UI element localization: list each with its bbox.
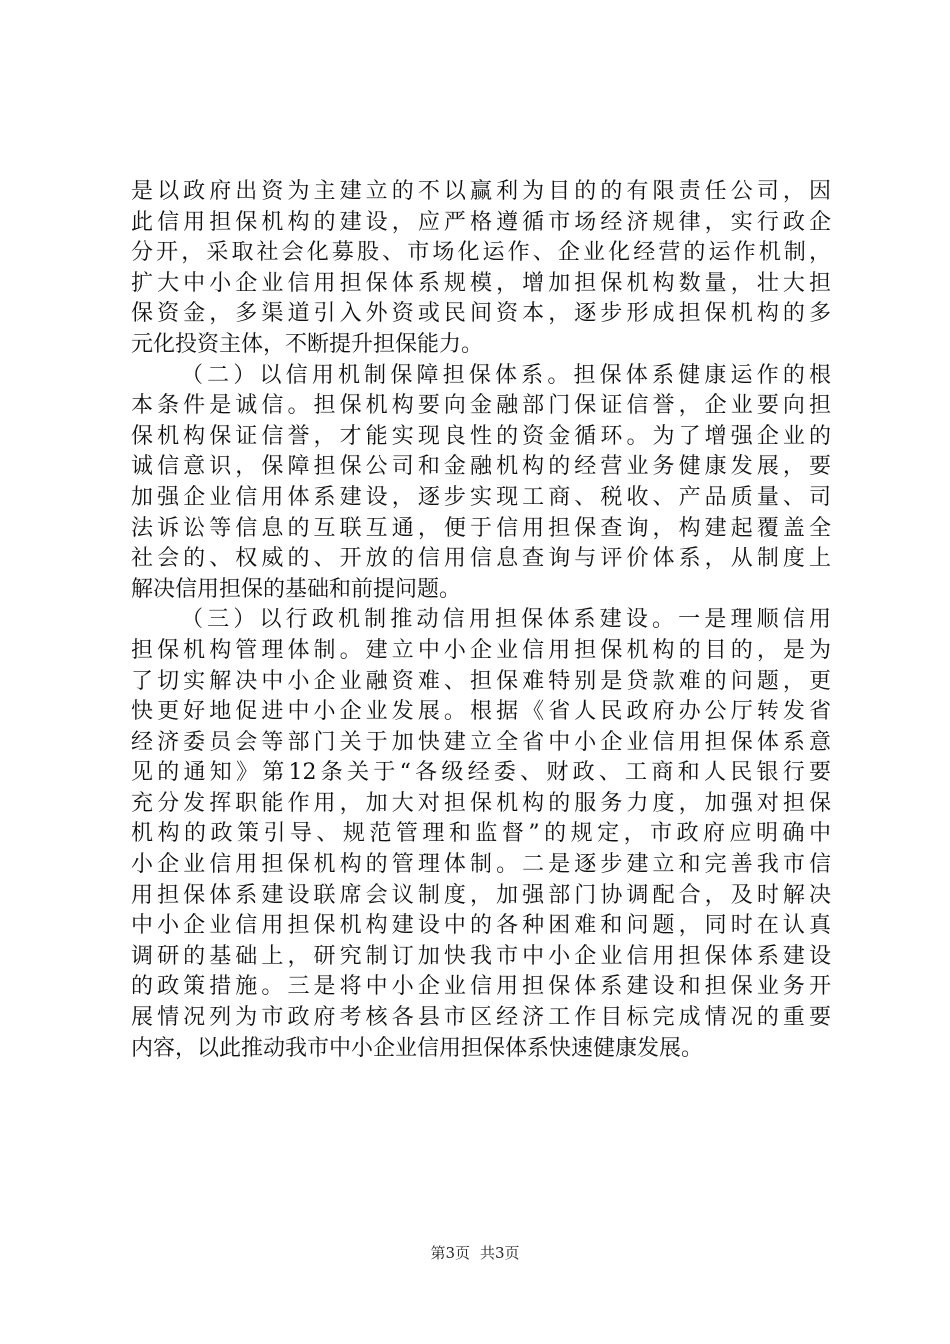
paragraph-heading-line: （二）以信用机制保障担保体系。担保体系健康运作的根 bbox=[181, 362, 831, 388]
page-footer bbox=[0, 1243, 950, 1263]
text-line: 社会的、权威的、开放的信用信息查询与评价体系，从制度上 bbox=[131, 546, 831, 572]
text-line: 内容，以此推动我市中小企业信用担保体系快速健康发展。 bbox=[131, 1035, 704, 1061]
body-text bbox=[131, 177, 831, 1064]
text-line: 担保机构管理体制。建立中小企业信用担保机构的目的，是为 bbox=[131, 637, 831, 663]
text-line: 小企业信用担保机构的管理体制。二是逐步建立和完善我市信 bbox=[131, 852, 831, 878]
text-line: 中小企业信用担保机构建设中的各种困难和问题，同时在认真 bbox=[131, 913, 831, 939]
page-number-current: 第3页 bbox=[430, 1244, 470, 1262]
text-line: 充分发挥职能作用，加大对担保机构的服务力度，加强对担保 bbox=[131, 790, 831, 816]
text-line: 此信用担保机构的建设，应严格遵循市场经济规律，实行政企 bbox=[131, 209, 831, 235]
text-line: 经济委员会等部门关于加快建立全省中小企业信用担保体系意 bbox=[131, 729, 831, 755]
text-line: 机构的政策引导、规范管理和监督”的规定，市政府应明确中 bbox=[131, 821, 831, 847]
text-line: 本条件是诚信。担保机构要向金融部门保证信誉，企业要向担 bbox=[131, 393, 831, 419]
text-line: 分开，采取社会化募股、市场化运作、企业化经营的运作机制， bbox=[131, 240, 831, 266]
text-line: 见的通知》第12条关于“各级经委、财政、工商和人民银行要 bbox=[131, 760, 831, 786]
text-line: 展情况列为市政府考核各县市区经济工作目标完成情况的重要 bbox=[131, 1005, 831, 1031]
text-line: 是以政府出资为主建立的不以赢利为目的的有限责任公司，因 bbox=[131, 179, 831, 204]
text-line: 保资金，多渠道引入外资或民间资本，逐步形成担保机构的多 bbox=[131, 301, 831, 327]
text-line: 诚信意识，保障担保公司和金融机构的经营业务健康发展，要 bbox=[131, 454, 831, 480]
text-line: 加强企业信用体系建设，逐步实现工商、税收、产品质量、司 bbox=[131, 484, 831, 510]
text-line: 保机构保证信誉，才能实现良性的资金循环。为了增强企业的 bbox=[131, 423, 831, 449]
text-line: 元化投资主体，不断提升担保能力。 bbox=[131, 331, 484, 357]
text-line: 用担保体系建设联席会议制度，加强部门协调配合，及时解决 bbox=[131, 882, 831, 908]
text-line: 扩大中小企业信用担保体系规模，增加担保机构数量，壮大担 bbox=[131, 270, 831, 296]
paragraph-heading-line: （三）以行政机制推动信用担保体系建设。一是理顺信用 bbox=[181, 607, 831, 633]
text-line: 法诉讼等信息的互联互通，便于信用担保查询，构建起覆盖全 bbox=[131, 515, 831, 541]
page-number-total: 共3页 bbox=[480, 1244, 520, 1262]
text-line: 的政策措施。三是将中小企业信用担保体系建设和担保业务开 bbox=[131, 974, 831, 1000]
text-line: 调研的基础上，研究制订加快我市中小企业信用担保体系建设 bbox=[131, 943, 831, 969]
text-line: 了切实解决中小企业融资难、担保难特别是贷款难的问题，更 bbox=[131, 668, 831, 694]
text-line: 解决信用担保的基础和前提问题。 bbox=[131, 576, 462, 602]
text-line: 快更好地促进中小企业发展。根据《省人民政府办公厅转发省 bbox=[131, 699, 831, 725]
